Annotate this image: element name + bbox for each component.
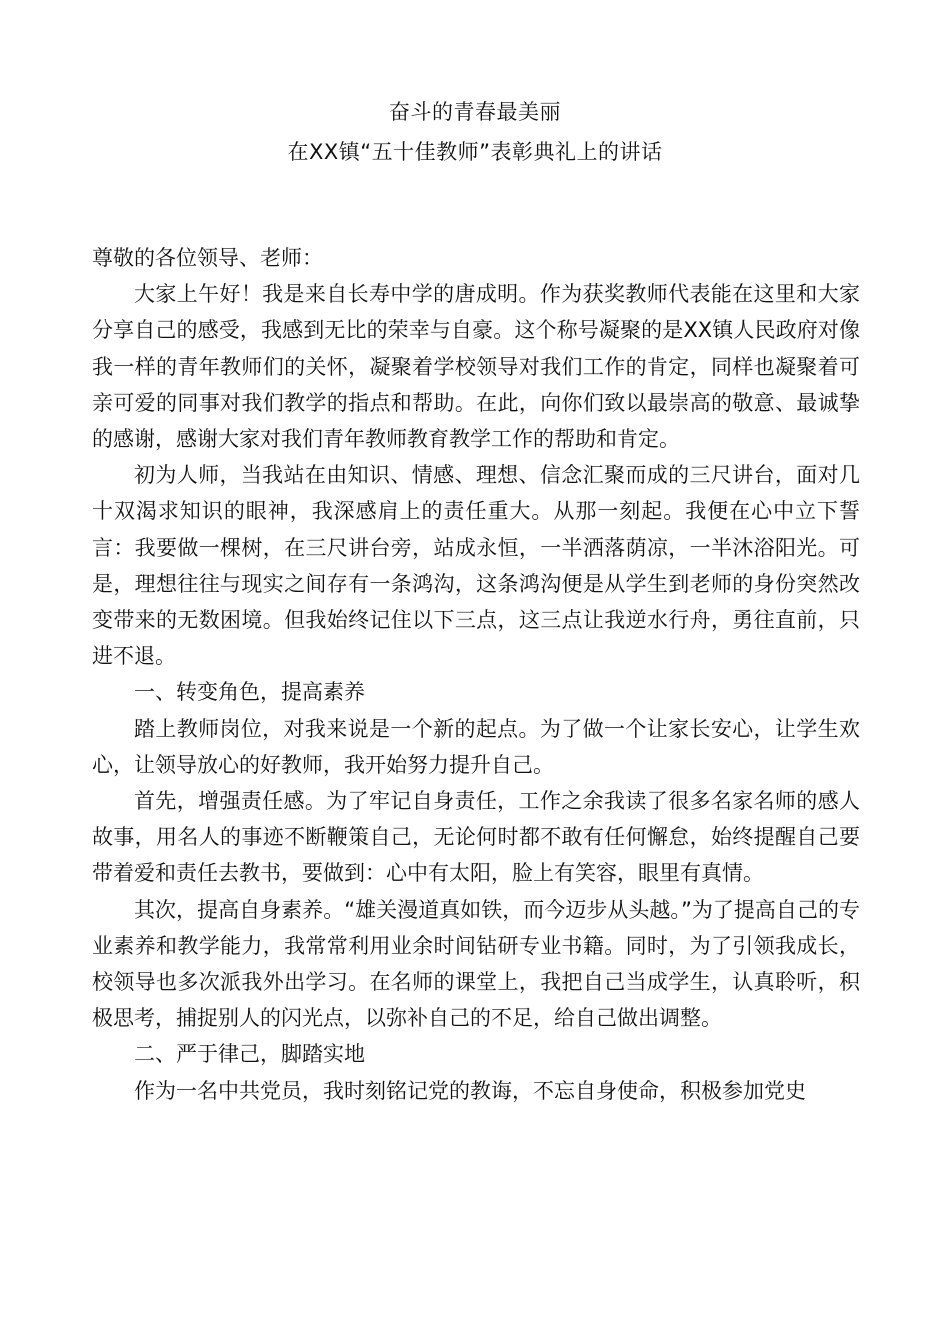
section-heading-2: 二、严于律己，脚踏实地 xyxy=(134,1042,365,1067)
document-subtitle: 在XX镇“五十佳教师”表彰典礼上的讲话 xyxy=(287,140,663,164)
salutation: 尊敬的各位领导、老师： xyxy=(92,246,323,270)
paragraph-responsibility: 首先，增强责任感。为了牢记自身责任，工作之余我读了很多名家名师的感人故事，用名人的事迹不断鞭策自己，无论何时都不敢有任何懈怠，始终提醒自己要带着爱和责任去教书，要做到：心中有太阳，脸上有笑容，眼里有真情。 xyxy=(92,789,860,886)
paragraph-first-teaching: 初为人师，当我站在由知识、情感、理想、信念汇聚而成的三尺讲台，面对几十双渴求知识的眼神，我深感肩上的责任重大。从那一刻起。我便在心中立下誓言：我要做一棵树，在三尺讲台旁，站成永恒，一半洒落荫凉，一半沐浴阳光。可是，理想往往与现实之间存有一条鸿沟，这条鸿沟便是从学生到老师的身份突然改变带来的无数困境。但我始终记住以下三点，这三点让我逆水行舟，勇往直前，只进不退。 xyxy=(92,463,860,669)
paragraph-self-improvement: 其次，提高自身素养。“雄关漫道真如铁，而今迈步从头越。”为了提高自己的专业素养和教学能力，我常常利用业余时间钻研专业书籍。同时，为了引领我成长，校领导也多次派我外出学习。在名师的课堂上，我把自己当成学生，认真聆听，积极思考，捕捉别人的闪光点，以弥补自己的不足，给自己做出调整。 xyxy=(92,897,860,1031)
paragraph-party-member: 作为一名中共党员，我时刻铭记党的教诲，不忘自身使命，积极参加党史 xyxy=(134,1078,806,1103)
paragraph-greeting: 大家上午好！我是来自长寿中学的唐成明。作为获奖教师代表能在这里和大家分享自己的感受，我感到无比的荣幸与自豪。这个称号凝聚的是XX镇人民政府对像我一样的青年教师们的关怀，凝聚着学校领导对我们工作的肯定，同样也凝聚着可亲可爱的同事对我们教学的指点和帮助。在此，向你们致以最崇高的敬意、最诚挚的感谢，感谢大家对我们青年教师教育教学工作的帮助和肯定。 xyxy=(92,282,860,452)
title-block xyxy=(0,92,950,172)
paragraph-new-start: 踏上教师岗位，对我来说是一个新的起点。为了做一个让家长安心，让学生欢心，让领导放心的好教师，我开始努力提升自己。 xyxy=(92,716,860,777)
speech-body xyxy=(92,240,860,1109)
section-heading-1: 一、转变角色，提高素养 xyxy=(134,680,365,705)
document-title: 奋斗的青春最美丽 xyxy=(389,100,561,124)
